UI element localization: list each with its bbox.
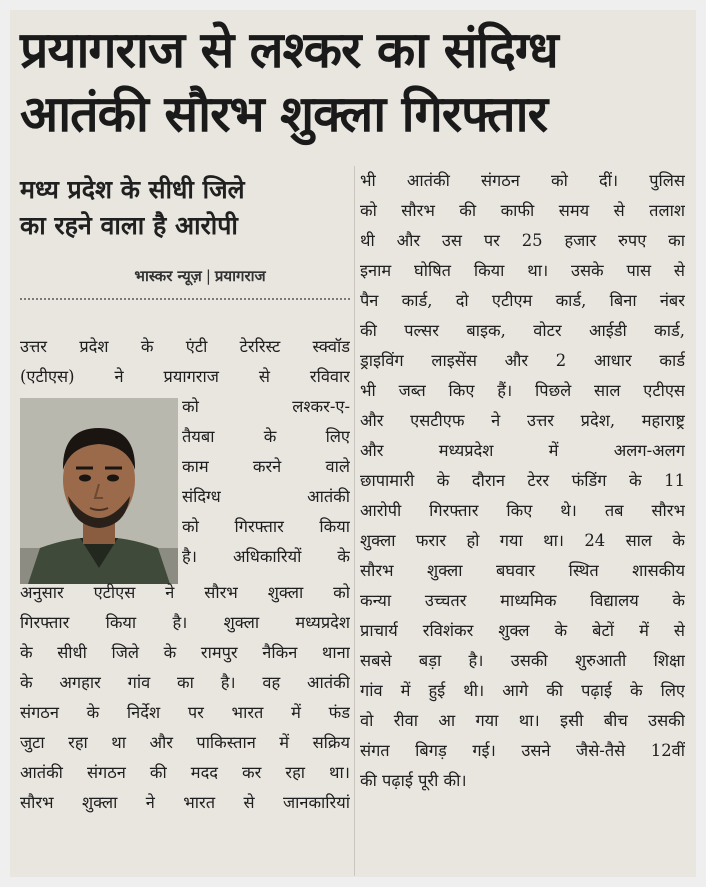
text-line: को सौरभ की काफी समय से तलाश	[360, 201, 685, 220]
byline-place: प्रयागराज	[214, 267, 266, 285]
text-line: है। अधिकारियों के	[182, 547, 350, 566]
text-line: थी और उस पर 25 हजार रुपए का	[360, 231, 685, 250]
text-line: वो रीवा आ गया था। इसी बीच उसकी	[360, 711, 685, 730]
person-portrait-icon	[20, 398, 178, 584]
text-line: अनुसार एटीएस ने सौरभ शुक्ला को	[20, 583, 350, 602]
text-line: गिरफ्तार किया है। शुक्ला मध्यप्रदेश	[20, 613, 350, 632]
byline	[60, 266, 340, 286]
text-line: छापामारी के दौरान टेरर फंडिंग के 11	[360, 471, 685, 490]
text-line: प्राचार्य रविशंकर शुक्ल के बेटों में से	[360, 621, 685, 640]
text-line: भी आतंकी संगठन को दीं। पुलिस	[360, 171, 685, 190]
text-line: इनाम घोषित किया था। उसके पास से	[360, 261, 685, 280]
subheadline-line-2: का रहने वाला है आरोपी	[20, 211, 238, 240]
text-line: तैयबा के लिए	[182, 427, 350, 446]
text-line: कन्या उच्चतर माध्यमिक विद्यालय के	[360, 591, 685, 610]
dotted-divider	[20, 298, 350, 300]
byline-agency: भास्कर न्यूज़	[134, 267, 202, 285]
text-line: गांव में हुई थी। आगे की पढ़ाई के लिए	[360, 681, 685, 700]
text-line: सौरभ शुक्ला ने भारत से जानकारियां	[20, 793, 350, 812]
right-column	[360, 166, 685, 796]
left-column-bottom	[20, 578, 350, 818]
text-line: (एटीएस) ने प्रयागराज से रविवार	[20, 367, 350, 386]
text-line: सौरभ शुक्ला बघवार स्थित शासकीय	[360, 561, 685, 580]
subheadline	[20, 172, 350, 244]
headline-line-2: आतंकी सौरभ शुक्ला गिरफ्तार	[20, 84, 548, 143]
text-line: को गिरफ्तार किया	[182, 517, 350, 536]
left-column-wrap	[182, 392, 350, 572]
text-line: संगत बिगड़ गई। उसने जैसे-तैसे 12वीं	[360, 741, 685, 760]
text-line: सबसे बड़ा है। उसकी शुरुआती शिक्षा	[360, 651, 685, 670]
text-line: संदिग्ध आतंकी	[182, 487, 350, 506]
column-divider	[354, 166, 355, 876]
text-line: की पढ़ाई पूरी की।	[360, 771, 467, 790]
text-line: भी जब्त किए हैं। पिछले साल एटीएस	[360, 381, 685, 400]
text-line: के अगहार गांव का है। वह आतंकी	[20, 673, 350, 692]
byline-separator: |	[205, 267, 211, 285]
text-line: और मध्यप्रदेश में अलग-अलग	[360, 441, 685, 460]
text-line: जुटा रहा था और पाकिस्तान में सक्रिय	[20, 733, 350, 752]
headline	[20, 18, 690, 146]
text-line: और एसटीएफ ने उत्तर प्रदेश, महाराष्ट्र	[360, 411, 685, 430]
portrait-illustration	[20, 398, 178, 584]
subheadline-line-1: मध्य प्रदेश के सीधी जिले	[20, 175, 245, 204]
text-line: ड्राइविंग लाइसेंस और 2 आधार कार्ड	[360, 351, 685, 370]
text-line: संगठन के निर्देश पर भारत में फंड	[20, 703, 350, 722]
text-line: काम करने वाले	[182, 457, 350, 476]
headline-line-1: प्रयागराज से लश्कर का संदिग्ध	[20, 20, 558, 79]
text-line: शुक्ला फरार हो गया था। 24 साल के	[360, 531, 685, 550]
text-line: को लश्कर-ए-	[182, 397, 350, 416]
text-line: की पल्सर बाइक, वोटर आईडी कार्ड,	[360, 321, 685, 340]
text-line: आतंकी संगठन की मदद कर रहा था।	[20, 763, 350, 782]
text-line: के सीधी जिले के रामपुर नैकिन थाना	[20, 643, 350, 662]
text-line: पैन कार्ड, दो एटीएम कार्ड, बिना नंबर	[360, 291, 685, 310]
text-line: आरोपी गिरफ्तार किए थे। तब सौरभ	[360, 501, 685, 520]
text-line: उत्तर प्रदेश के एंटी टेररिस्ट स्क्वॉड	[20, 337, 350, 356]
left-column-top	[20, 332, 350, 392]
